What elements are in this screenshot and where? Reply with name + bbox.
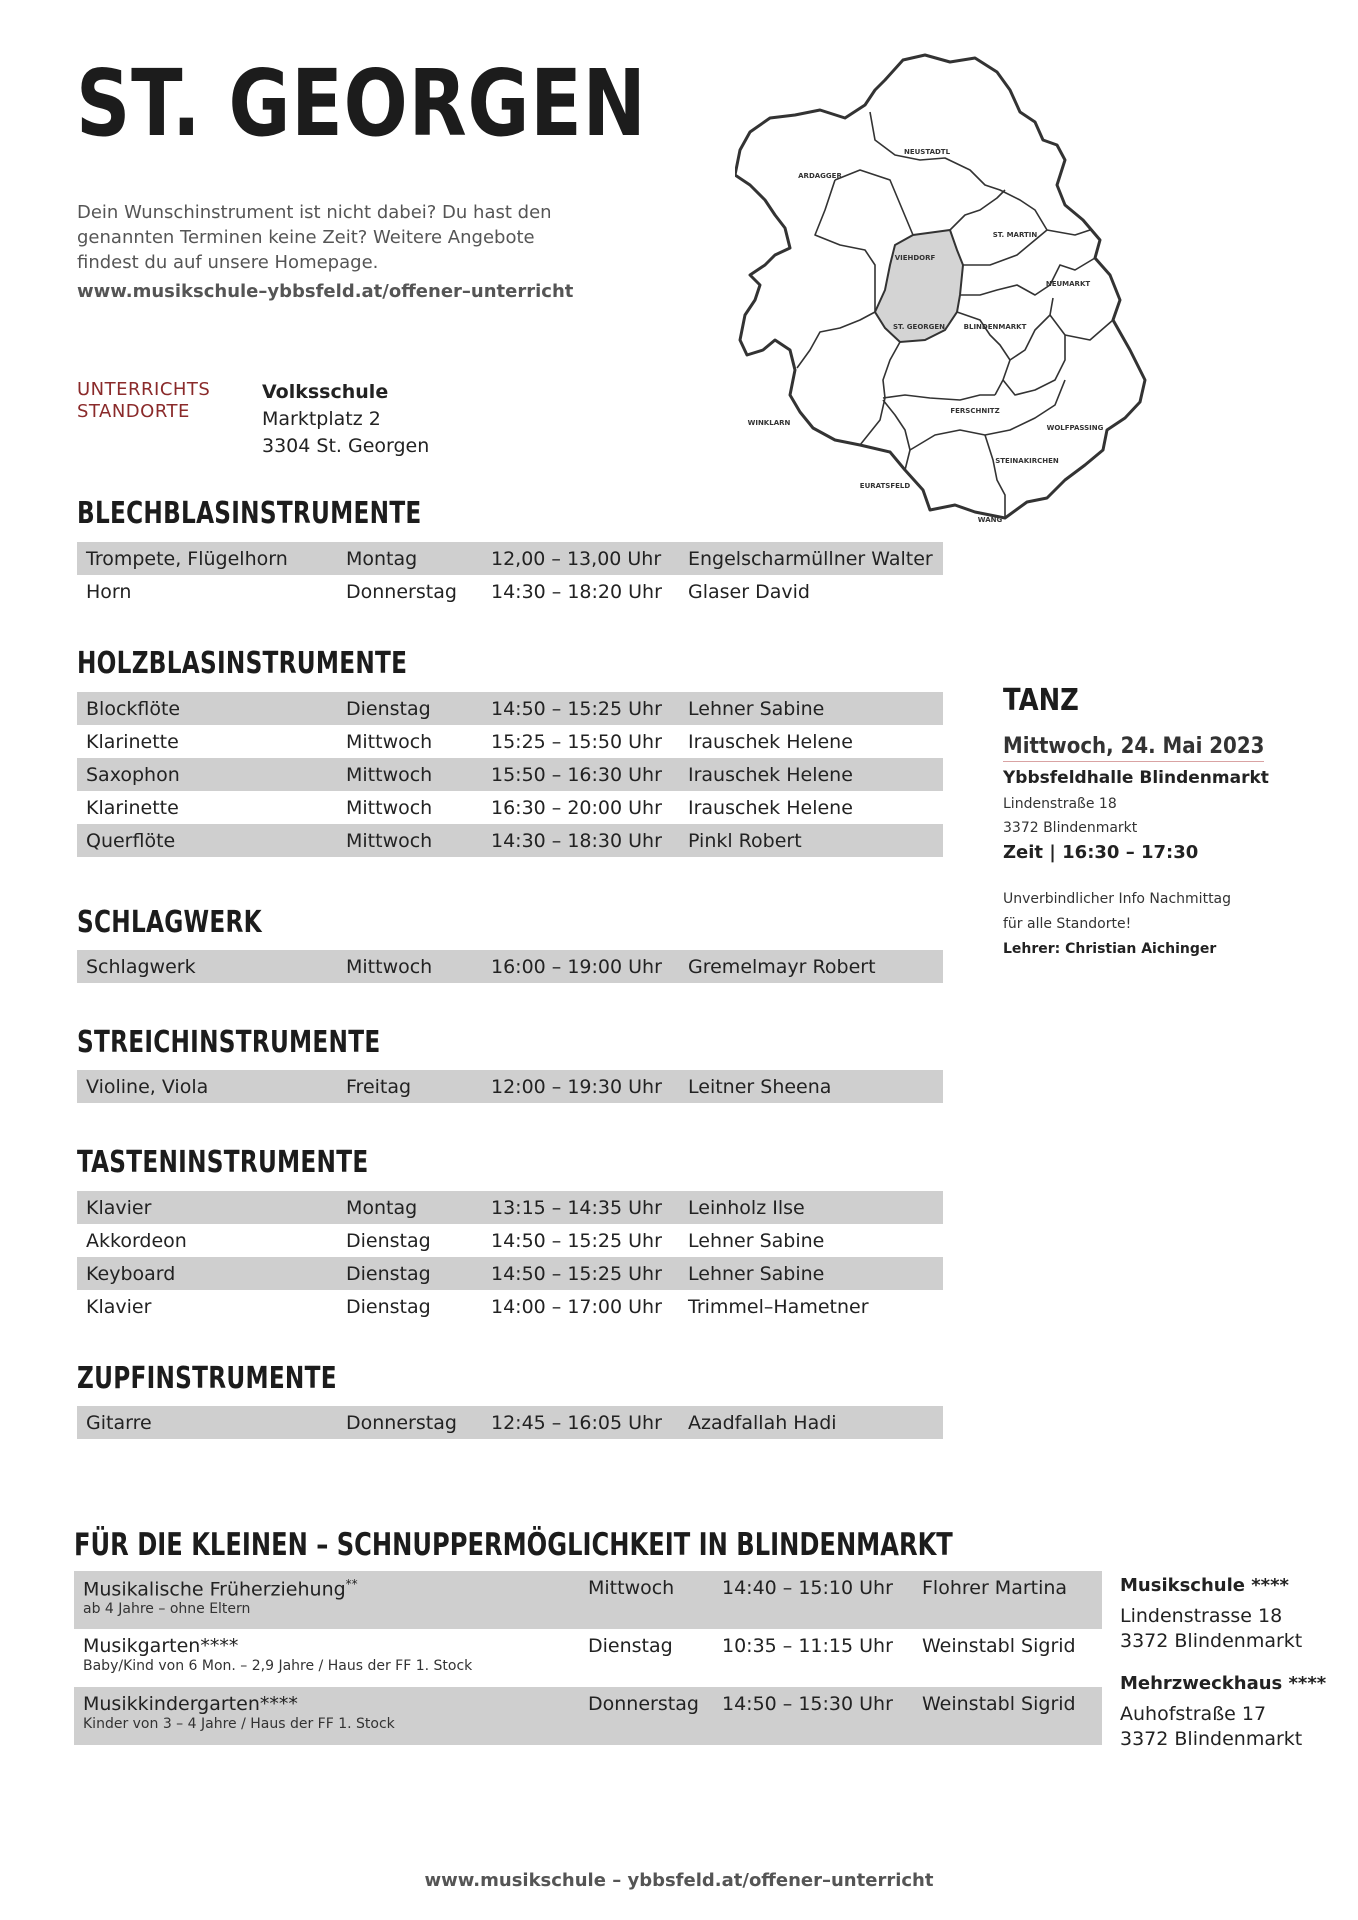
- cell-teacher: Gremelmayr Robert: [688, 955, 876, 978]
- cell-day: Dienstag: [346, 1229, 431, 1252]
- tanz-lehrer: Lehrer: Christian Aichinger: [1003, 941, 1217, 957]
- cell-instrument: Saxophon: [86, 763, 180, 786]
- tanz-city: 3372 Blindenmarkt: [1003, 820, 1138, 836]
- cell-instrument: Klarinette: [86, 796, 179, 819]
- kleinen-title: FÜR DIE KLEINEN – SCHNUPPERMÖGLICHKEIT IN BLINDENMARKT: [74, 1527, 953, 1563]
- table-row: [74, 1571, 1102, 1629]
- cell-instrument: Trompete, Flügelhorn: [86, 547, 288, 570]
- cell-teacher: Leinholz Ilse: [688, 1196, 805, 1219]
- standort-street: Marktplatz 2: [262, 408, 381, 430]
- address-city: 3372 Blindenmarkt: [1120, 1630, 1303, 1652]
- tanz-zeit: Zeit | 16:30 – 17:30: [1003, 842, 1199, 863]
- cell-time: 10:35 – 11:15 Uhr: [722, 1635, 893, 1657]
- cell-instrument: Klarinette: [86, 730, 179, 753]
- course-stars: ****: [200, 1635, 239, 1657]
- cell-teacher: Flohrer Martina: [922, 1577, 1068, 1599]
- cell-teacher: Irauschek Helene: [688, 730, 853, 753]
- cell-instrument: Blockflöte: [86, 697, 181, 720]
- section-title-holzblas: HOLZBLASINSTRUMENTE: [77, 646, 408, 681]
- course-name: Musikkindergarten: [83, 1693, 260, 1715]
- tanz-info: [1003, 887, 1303, 962]
- table-blechblas: [77, 542, 943, 608]
- cell-day: Freitag: [346, 1075, 412, 1098]
- map-label-steinakirchen: STEINAKIRCHEN: [995, 457, 1059, 465]
- course-stars: ****: [259, 1693, 298, 1715]
- map-label-st-georgen: ST. GEORGEN: [892, 323, 946, 331]
- cell-instrument: Horn: [86, 580, 132, 603]
- tanz-info-line2: für alle Standorte!: [1003, 916, 1132, 932]
- cell-time: 14:50 – 15:25 Uhr: [491, 697, 662, 720]
- intro-text: Dein Wunschinstrument ist nicht dabei? Du hast den genannten Terminen keine Zeit? Weitere Angebote findest du auf unsere Homepage.: [77, 202, 552, 273]
- cell-day: Mittwoch: [588, 1577, 675, 1599]
- cell-teacher: Trimmel–Hametner: [688, 1295, 869, 1318]
- page-title: ST. GEORGEN: [76, 50, 647, 157]
- cell-day: Donnerstag: [346, 580, 457, 603]
- cell-time: 16:30 – 20:00 Uhr: [491, 796, 662, 819]
- map-label-st-martin: ST. MARTIN: [992, 231, 1038, 239]
- cell-day: Mittwoch: [346, 955, 433, 978]
- map-label-viehdorf: VIEHDORF: [894, 254, 936, 262]
- map-label-euratsfeld: EURATSFELD: [859, 482, 911, 490]
- cell-teacher: Weinstabl Sigrid: [922, 1693, 1076, 1715]
- footer-link[interactable]: www.musikschule – ybbsfeld.at/offener–unterricht: [424, 1870, 934, 1891]
- cell-instrument: Violine, Viola: [86, 1075, 209, 1098]
- map-label-blindenmarkt: BLINDENMARKT: [963, 323, 1027, 331]
- tanz-title: TANZ: [1003, 683, 1079, 718]
- address-musikschule: [1120, 1573, 1350, 1654]
- intro-link[interactable]: www.musikschule–ybbsfeld.at/offener–unterricht: [77, 281, 574, 302]
- cell-day: Dienstag: [346, 1262, 431, 1285]
- table-row: [77, 950, 943, 983]
- standorte-label-line2: STANDORTE: [77, 401, 190, 422]
- cell-instrument: Querflöte: [86, 829, 176, 852]
- table-row: [77, 1191, 943, 1224]
- cell-day: Donnerstag: [588, 1693, 699, 1715]
- tanz-date: Mittwoch, 24. Mai 2023: [1003, 734, 1264, 762]
- map-label-neumarkt: NEUMARKT: [1045, 280, 1091, 288]
- cell-time: 14:50 – 15:30 Uhr: [722, 1693, 893, 1715]
- cell-instrument: Keyboard: [86, 1262, 176, 1285]
- cell-instrument: Klavier: [86, 1196, 152, 1219]
- cell-teacher: Pinkl Robert: [688, 829, 802, 852]
- table-tasten: [77, 1191, 943, 1323]
- cell-teacher: Irauschek Helene: [688, 796, 853, 819]
- cell-time: 16:00 – 19:00 Uhr: [491, 955, 662, 978]
- cell-time: 12:00 – 19:30 Uhr: [491, 1075, 662, 1098]
- course-name: Musikgarten: [83, 1635, 201, 1657]
- table-zupf: [77, 1406, 943, 1439]
- table-row: [77, 725, 943, 758]
- cell-teacher: Irauschek Helene: [688, 763, 853, 786]
- cell-course: [74, 1693, 588, 1745]
- cell-time: 12,00 – 13,00 Uhr: [491, 547, 662, 570]
- section-title-streich: STREICHINSTRUMENTE: [77, 1025, 381, 1060]
- cell-time: 14:30 – 18:30 Uhr: [491, 829, 662, 852]
- table-row: [77, 1070, 943, 1103]
- cell-instrument: Gitarre: [86, 1411, 152, 1434]
- map-label-wolfpassing: WOLFPASSING: [1046, 424, 1104, 432]
- cell-time: 15:25 – 15:50 Uhr: [491, 730, 662, 753]
- table-row: [77, 542, 943, 575]
- table-holzblas: [77, 692, 943, 857]
- cell-time: 14:40 – 15:10 Uhr: [722, 1577, 893, 1599]
- tanz-box: [1003, 683, 1303, 962]
- cell-teacher: Leitner Sheena: [688, 1075, 832, 1098]
- table-row: [77, 1224, 943, 1257]
- cell-time: 14:30 – 18:20 Uhr: [491, 580, 662, 603]
- map-label-neustadtl: NEUSTADTL: [903, 148, 951, 156]
- course-sub: Kinder von 3 – 4 Jahre / Haus der FF 1. Stock: [83, 1716, 395, 1732]
- cell-time: 15:50 – 16:30 Uhr: [491, 763, 662, 786]
- course-stars: **: [345, 1577, 358, 1591]
- cell-teacher: Lehner Sabine: [688, 697, 825, 720]
- standorte-label: [77, 379, 227, 423]
- cell-time: 14:50 – 15:25 Uhr: [491, 1262, 662, 1285]
- address-name: Mehrzweckhaus ****: [1120, 1673, 1327, 1694]
- cell-teacher: Lehner Sabine: [688, 1229, 825, 1252]
- table-row: [77, 791, 943, 824]
- map-label-winklarn: WINKLARN: [747, 419, 791, 427]
- table-row: [77, 692, 943, 725]
- cell-teacher: Lehner Sabine: [688, 1262, 825, 1285]
- standort-name: Volksschule: [262, 381, 389, 403]
- cell-teacher: Azadfallah Hadi: [688, 1411, 837, 1434]
- section-title-tasten: TASTENINSTRUMENTE: [77, 1145, 369, 1180]
- section-title-blechblas: BLECHBLASINSTRUMENTE: [77, 496, 422, 531]
- cell-instrument: Klavier: [86, 1295, 152, 1318]
- region-map: [735, 50, 1310, 615]
- map-label-ferschnitz: FERSCHNITZ: [950, 407, 1000, 415]
- cell-day: Dienstag: [346, 1295, 431, 1318]
- address-city: 3372 Blindenmarkt: [1120, 1728, 1303, 1750]
- address-street: Auhofstraße 17: [1120, 1703, 1267, 1725]
- table-streich: [77, 1070, 943, 1103]
- cell-teacher: Engelscharmüllner Walter: [688, 547, 933, 570]
- standorte-address: [262, 379, 429, 460]
- course-sub: ab 4 Jahre – ohne Eltern: [83, 1601, 251, 1618]
- cell-day: Dienstag: [346, 697, 431, 720]
- cell-day: Mittwoch: [346, 829, 433, 852]
- cell-teacher: Weinstabl Sigrid: [922, 1635, 1076, 1657]
- table-row: [77, 758, 943, 791]
- cell-day: Dienstag: [588, 1635, 673, 1657]
- cell-time: 14:00 – 17:00 Uhr: [491, 1295, 662, 1318]
- table-row: [77, 575, 943, 608]
- table-row: [74, 1629, 1102, 1687]
- table-row: [77, 824, 943, 857]
- table-schlagwerk: [77, 950, 943, 983]
- course-name: Musikalische Früherziehung: [83, 1578, 346, 1601]
- cell-day: Montag: [346, 1196, 418, 1219]
- table-row: [77, 1257, 943, 1290]
- map-label-wang: WANG: [977, 516, 1003, 524]
- table-row: [77, 1406, 943, 1439]
- cell-course: [74, 1635, 588, 1687]
- tanz-hall: Ybbsfeldhalle Blindenmarkt: [1003, 768, 1269, 788]
- cell-course: [74, 1577, 588, 1629]
- cell-time: 13:15 – 14:35 Uhr: [491, 1196, 662, 1219]
- cell-day: Montag: [346, 547, 418, 570]
- address-name: Musikschule ****: [1120, 1575, 1289, 1596]
- cell-day: Mittwoch: [346, 796, 433, 819]
- standorte-label-line1: UNTERRICHTS: [77, 379, 211, 400]
- cell-teacher: Glaser David: [688, 580, 810, 603]
- map-label-ardagger: ARDAGGER: [798, 172, 842, 180]
- cell-instrument: Schlagwerk: [86, 955, 196, 978]
- cell-instrument: Akkordeon: [86, 1229, 187, 1252]
- kleinen-table: [74, 1571, 1102, 1745]
- address-mehrzweckhaus: [1120, 1671, 1350, 1752]
- course-sub: Baby/Kind von 6 Mon. – 2,9 Jahre / Haus der FF 1. Stock: [83, 1658, 473, 1674]
- tanz-street: Lindenstraße 18: [1003, 796, 1117, 812]
- tanz-info-line1: Unverbindlicher Info Nachmittag: [1003, 891, 1232, 907]
- cell-time: 14:50 – 15:25 Uhr: [491, 1229, 662, 1252]
- cell-day: Mittwoch: [346, 730, 433, 753]
- section-title-schlagwerk: SCHLAGWERK: [77, 905, 262, 940]
- cell-day: Mittwoch: [346, 763, 433, 786]
- cell-day: Donnerstag: [346, 1411, 457, 1434]
- standort-city: 3304 St. Georgen: [262, 435, 430, 457]
- table-row: [74, 1687, 1102, 1745]
- address-street: Lindenstrasse 18: [1120, 1605, 1283, 1627]
- table-row: [77, 1290, 943, 1323]
- section-title-zupf: ZUPFINSTRUMENTE: [77, 1361, 337, 1396]
- cell-time: 12:45 – 16:05 Uhr: [491, 1411, 662, 1434]
